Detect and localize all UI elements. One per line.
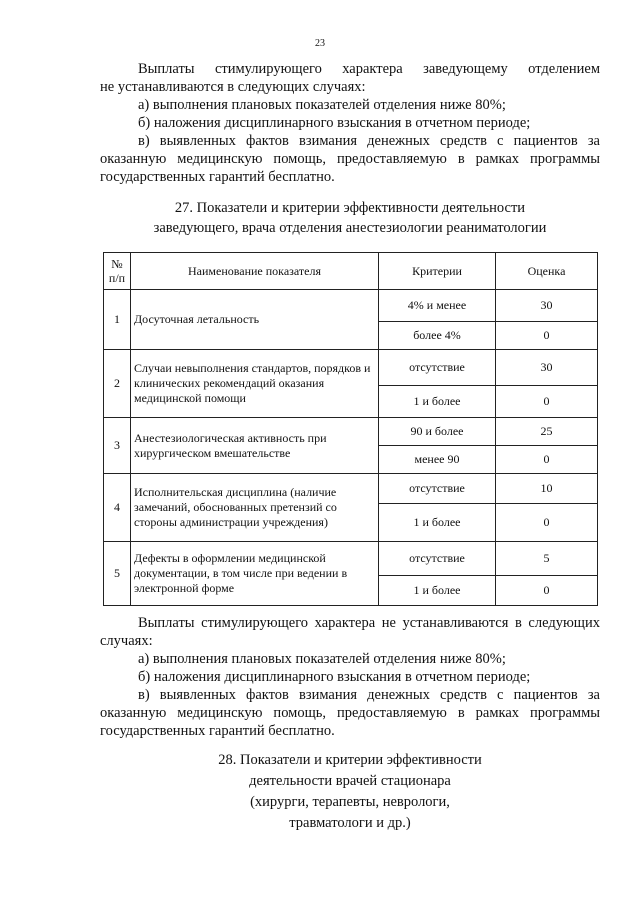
table-row: [104, 418, 598, 446]
intro-paragraph: [100, 60, 600, 186]
section-28-title-line: деятельности врачей стационара: [249, 773, 451, 789]
row-number: 4: [104, 474, 131, 542]
header-criteria: Критерии: [379, 253, 496, 290]
row-score: 25: [496, 418, 598, 446]
header-score: Оценка: [496, 253, 598, 290]
row-criterion: 1 и более: [379, 386, 496, 418]
section-28-title: [100, 750, 600, 834]
row-score: 0: [496, 504, 598, 542]
row-score: 5: [496, 542, 598, 576]
outro-item-b: б) наложения дисциплинарного взыскания в отчетном периоде;: [138, 669, 531, 685]
intro-item-b: б) наложения дисциплинарного взыскания в отчетном периоде;: [138, 115, 531, 131]
row-number: 2: [104, 350, 131, 418]
section-27-title-line: заведующего, врача отделения анестезиологии реаниматологии: [153, 220, 547, 236]
outro-item-a: а) выполнения плановых показателей отделения ниже 80%;: [138, 651, 506, 667]
row-criterion: отсутствие: [379, 542, 496, 576]
section-28-title-line: 28. Показатели и критерии эффективности: [218, 752, 482, 768]
header-no: № п/п: [104, 253, 131, 290]
row-criterion: 1 и более: [379, 576, 496, 606]
row-criterion: 90 и более: [379, 418, 496, 446]
outro-item-c: в) выявленных фактов взимания денежных средств с пациентов за оказанную медицинскую помощь, предоставляемую в рамках программы государственных гарантий бесплатно.: [100, 687, 600, 739]
outro-paragraph: [100, 614, 600, 740]
intro-item-c: в) выявленных фактов взимания денежных средств с пациентов за оказанную медицинскую помощь, предоставляемую в рамках программы государственных гарантий бесплатно.: [100, 133, 600, 185]
row-score: 0: [496, 322, 598, 350]
row-score: 30: [496, 290, 598, 322]
row-score: 0: [496, 576, 598, 606]
row-score: 30: [496, 350, 598, 386]
row-score: 0: [496, 446, 598, 474]
row-number: 1: [104, 290, 131, 350]
row-criterion: отсутствие: [379, 350, 496, 386]
outro-line-rest: случаях:: [100, 633, 153, 649]
section-28-title-line: травматологи и др.): [289, 815, 411, 831]
table-row: [104, 350, 598, 386]
row-indicator: Дефекты в оформлении медицинской документации, в том числе при ведении в электронной форме: [131, 542, 379, 606]
section-27-title: [100, 198, 600, 238]
row-number: 5: [104, 542, 131, 606]
section-27-title-line: 27. Показатели и критерии эффективности деятельности: [174, 200, 526, 216]
row-criterion: 4% и менее: [379, 290, 496, 322]
page-number: 23: [315, 38, 325, 49]
outro-line: Выплаты стимулирующего характера не устанавливаются в следующих: [138, 615, 600, 631]
row-score: 0: [496, 386, 598, 418]
row-indicator: Исполнительская дисциплина (наличие замечаний, обоснованных претензий со стороны администрации учреждения): [131, 474, 379, 542]
row-criterion: более 4%: [379, 322, 496, 350]
table-row: [104, 474, 598, 504]
table-row: [104, 542, 598, 576]
section-28-title-line: (хирурги, терапевты, неврологи,: [250, 794, 450, 810]
row-indicator: Досуточная летальность: [131, 290, 379, 350]
intro-line: Выплаты стимулирующего характера заведующему отделением: [138, 61, 600, 77]
criteria-table: [103, 252, 598, 606]
table-header-row: [104, 253, 598, 290]
row-score: 10: [496, 474, 598, 504]
row-criterion: менее 90: [379, 446, 496, 474]
row-indicator: Анестезиологическая активность при хирургическом вмешательстве: [131, 418, 379, 474]
intro-item-a: а) выполнения плановых показателей отделения ниже 80%;: [138, 97, 506, 113]
row-criterion: 1 и более: [379, 504, 496, 542]
intro-line-rest: не устанавливаются в следующих случаях:: [100, 79, 366, 95]
table-row: [104, 290, 598, 322]
row-indicator: Случаи невыполнения стандартов, порядков и клинических рекомендаций оказания медицинской помощи: [131, 350, 379, 418]
row-criterion: отсутствие: [379, 474, 496, 504]
header-name: Наименование показателя: [131, 253, 379, 290]
row-number: 3: [104, 418, 131, 474]
